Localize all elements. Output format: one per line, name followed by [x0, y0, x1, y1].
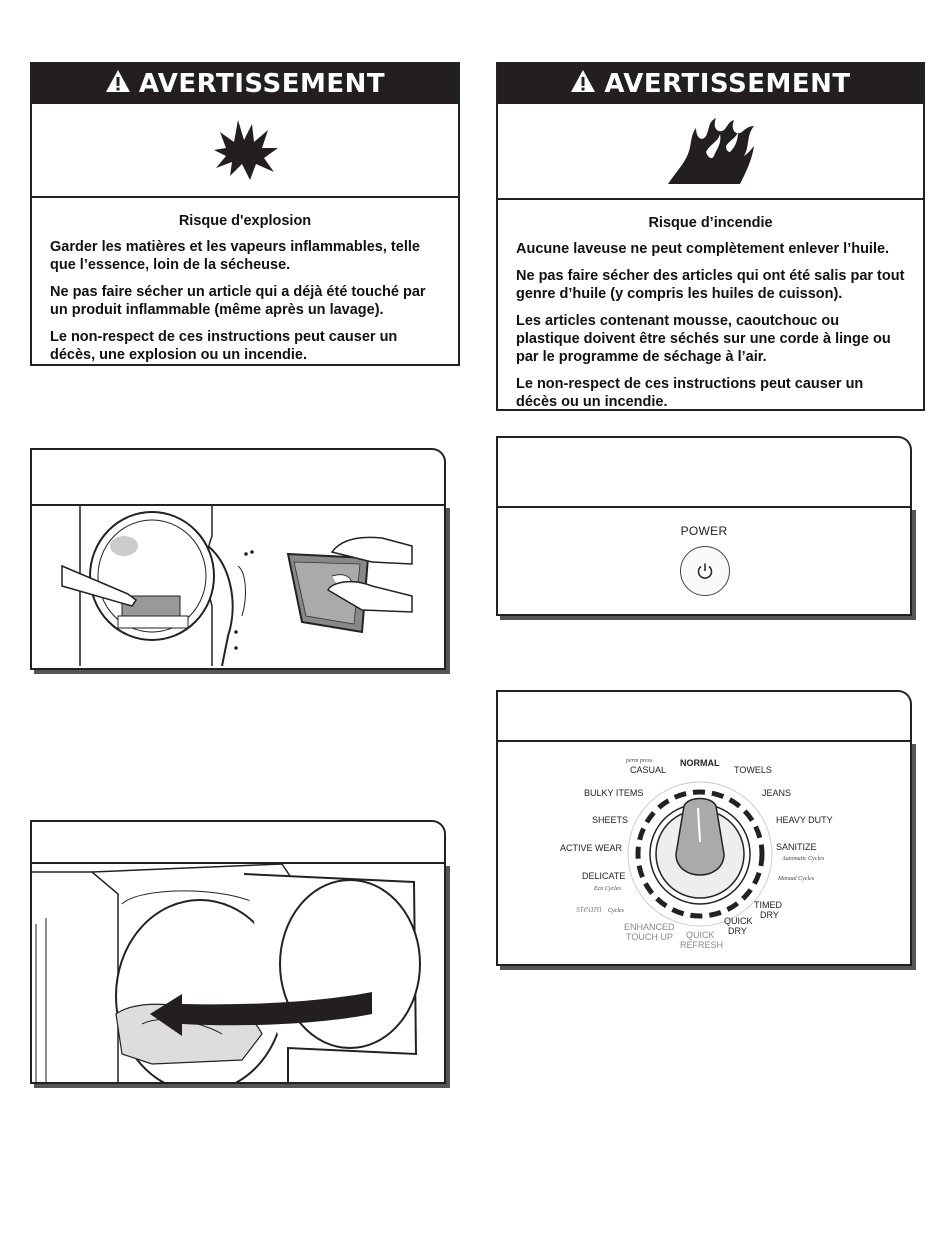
- warning-paragraph: Aucune laveuse ne peut complètement enlever l’huile.: [516, 241, 890, 257]
- explosion-icon: [210, 118, 280, 182]
- panel-tab: [496, 690, 912, 742]
- dial-label[interactable]: QUICK: [686, 930, 715, 940]
- dial-label[interactable]: ENHANCED: [624, 922, 675, 932]
- explosion-warning-box: [30, 62, 460, 366]
- fire-warning-box: [496, 62, 925, 411]
- lint-filter-panel: [30, 448, 446, 670]
- dial-label[interactable]: SANITIZE: [776, 842, 817, 852]
- dial-label[interactable]: HEAVY DUTY: [776, 815, 833, 825]
- risk-title: Risque d’incendie: [648, 215, 773, 231]
- fire-icon: [666, 116, 756, 186]
- dial-label-small: Automatic Cycles: [782, 856, 825, 862]
- warning-paragraph: Les articles contenant mousse, caoutchouc ou plastique doivent être séchés sur une corde à linge ou par le programme de séchage à l’air.: [516, 313, 891, 365]
- fire-icon-area: [498, 104, 923, 200]
- dial-label-small: Manual Cycles: [778, 876, 815, 882]
- power-control-area: [496, 506, 912, 616]
- cycle-dial-drawing: [498, 742, 912, 966]
- dial-label-small: perm press: [626, 758, 653, 764]
- warning-header: [32, 64, 458, 104]
- warning-heading: AVERTISSEMENT: [604, 69, 851, 99]
- warning-paragraph: Ne pas faire sécher un article qui a déjà été touché par un produit inflammable (même après un lavage).: [50, 284, 426, 318]
- lint-filter-illustration: [30, 504, 446, 670]
- panel-tab: [30, 820, 446, 864]
- risk-title: Risque d'explosion: [178, 213, 312, 229]
- power-icon: [696, 562, 714, 580]
- warning-triangle-icon: [105, 69, 131, 100]
- explosion-icon-area: [32, 104, 458, 198]
- dial-label-small: Cycles: [608, 908, 624, 914]
- dial-label[interactable]: SHEETS: [592, 815, 629, 825]
- dial-label[interactable]: ACTIVE WEAR: [560, 843, 623, 853]
- dial-label[interactable]: REFRESH: [680, 940, 724, 950]
- load-dryer-drawing: [32, 864, 446, 1084]
- power-panel: [496, 436, 912, 616]
- dial-label[interactable]: JEANS: [762, 788, 792, 798]
- panel-tab: [496, 436, 912, 508]
- panel-tab: [30, 448, 446, 506]
- lint-filter-drawing: [32, 506, 446, 666]
- dial-label[interactable]: BULKY ITEMS: [584, 788, 644, 798]
- warning-paragraph: Garder les matières et les vapeurs inflammables, telle que l’essence, loin de la sécheuse.: [50, 239, 420, 273]
- dial-label[interactable]: CASUAL: [630, 765, 667, 775]
- dial-label[interactable]: TIMED: [754, 900, 782, 910]
- cycle-dial-panel: [496, 690, 912, 966]
- load-dryer-panel: [30, 820, 446, 1084]
- dial-label[interactable]: NORMAL: [680, 758, 720, 768]
- dial-label-small: Eco Cycles: [594, 886, 621, 892]
- dial-label[interactable]: DRY: [728, 926, 747, 936]
- power-label: POWER: [680, 524, 728, 538]
- cycle-dial-area: [496, 740, 912, 966]
- dial-label[interactable]: TOUCH UP: [626, 932, 673, 942]
- warning-paragraph: Ne pas faire sécher des articles qui ont été salis par tout genre d’huile (y compris les huiles de cuisson).: [516, 268, 905, 302]
- dial-label[interactable]: TOWELS: [734, 765, 772, 775]
- warning-heading: AVERTISSEMENT: [138, 69, 386, 99]
- dial-label[interactable]: DELICATE: [582, 871, 626, 881]
- warning-paragraph: Le non-respect de ces instructions peut causer un décès ou un incendie.: [516, 376, 864, 410]
- load-dryer-illustration: [30, 862, 446, 1084]
- warning-triangle-icon: [570, 69, 596, 100]
- dial-label[interactable]: QUICK: [724, 916, 753, 926]
- warning-paragraph: Le non-respect de ces instructions peut causer un décès, une explosion ou un incendie.: [50, 329, 398, 363]
- power-button[interactable]: [680, 546, 730, 596]
- steam-label: steam: [576, 903, 602, 915]
- warning-header: [498, 64, 923, 104]
- dial-label[interactable]: DRY: [760, 910, 779, 920]
